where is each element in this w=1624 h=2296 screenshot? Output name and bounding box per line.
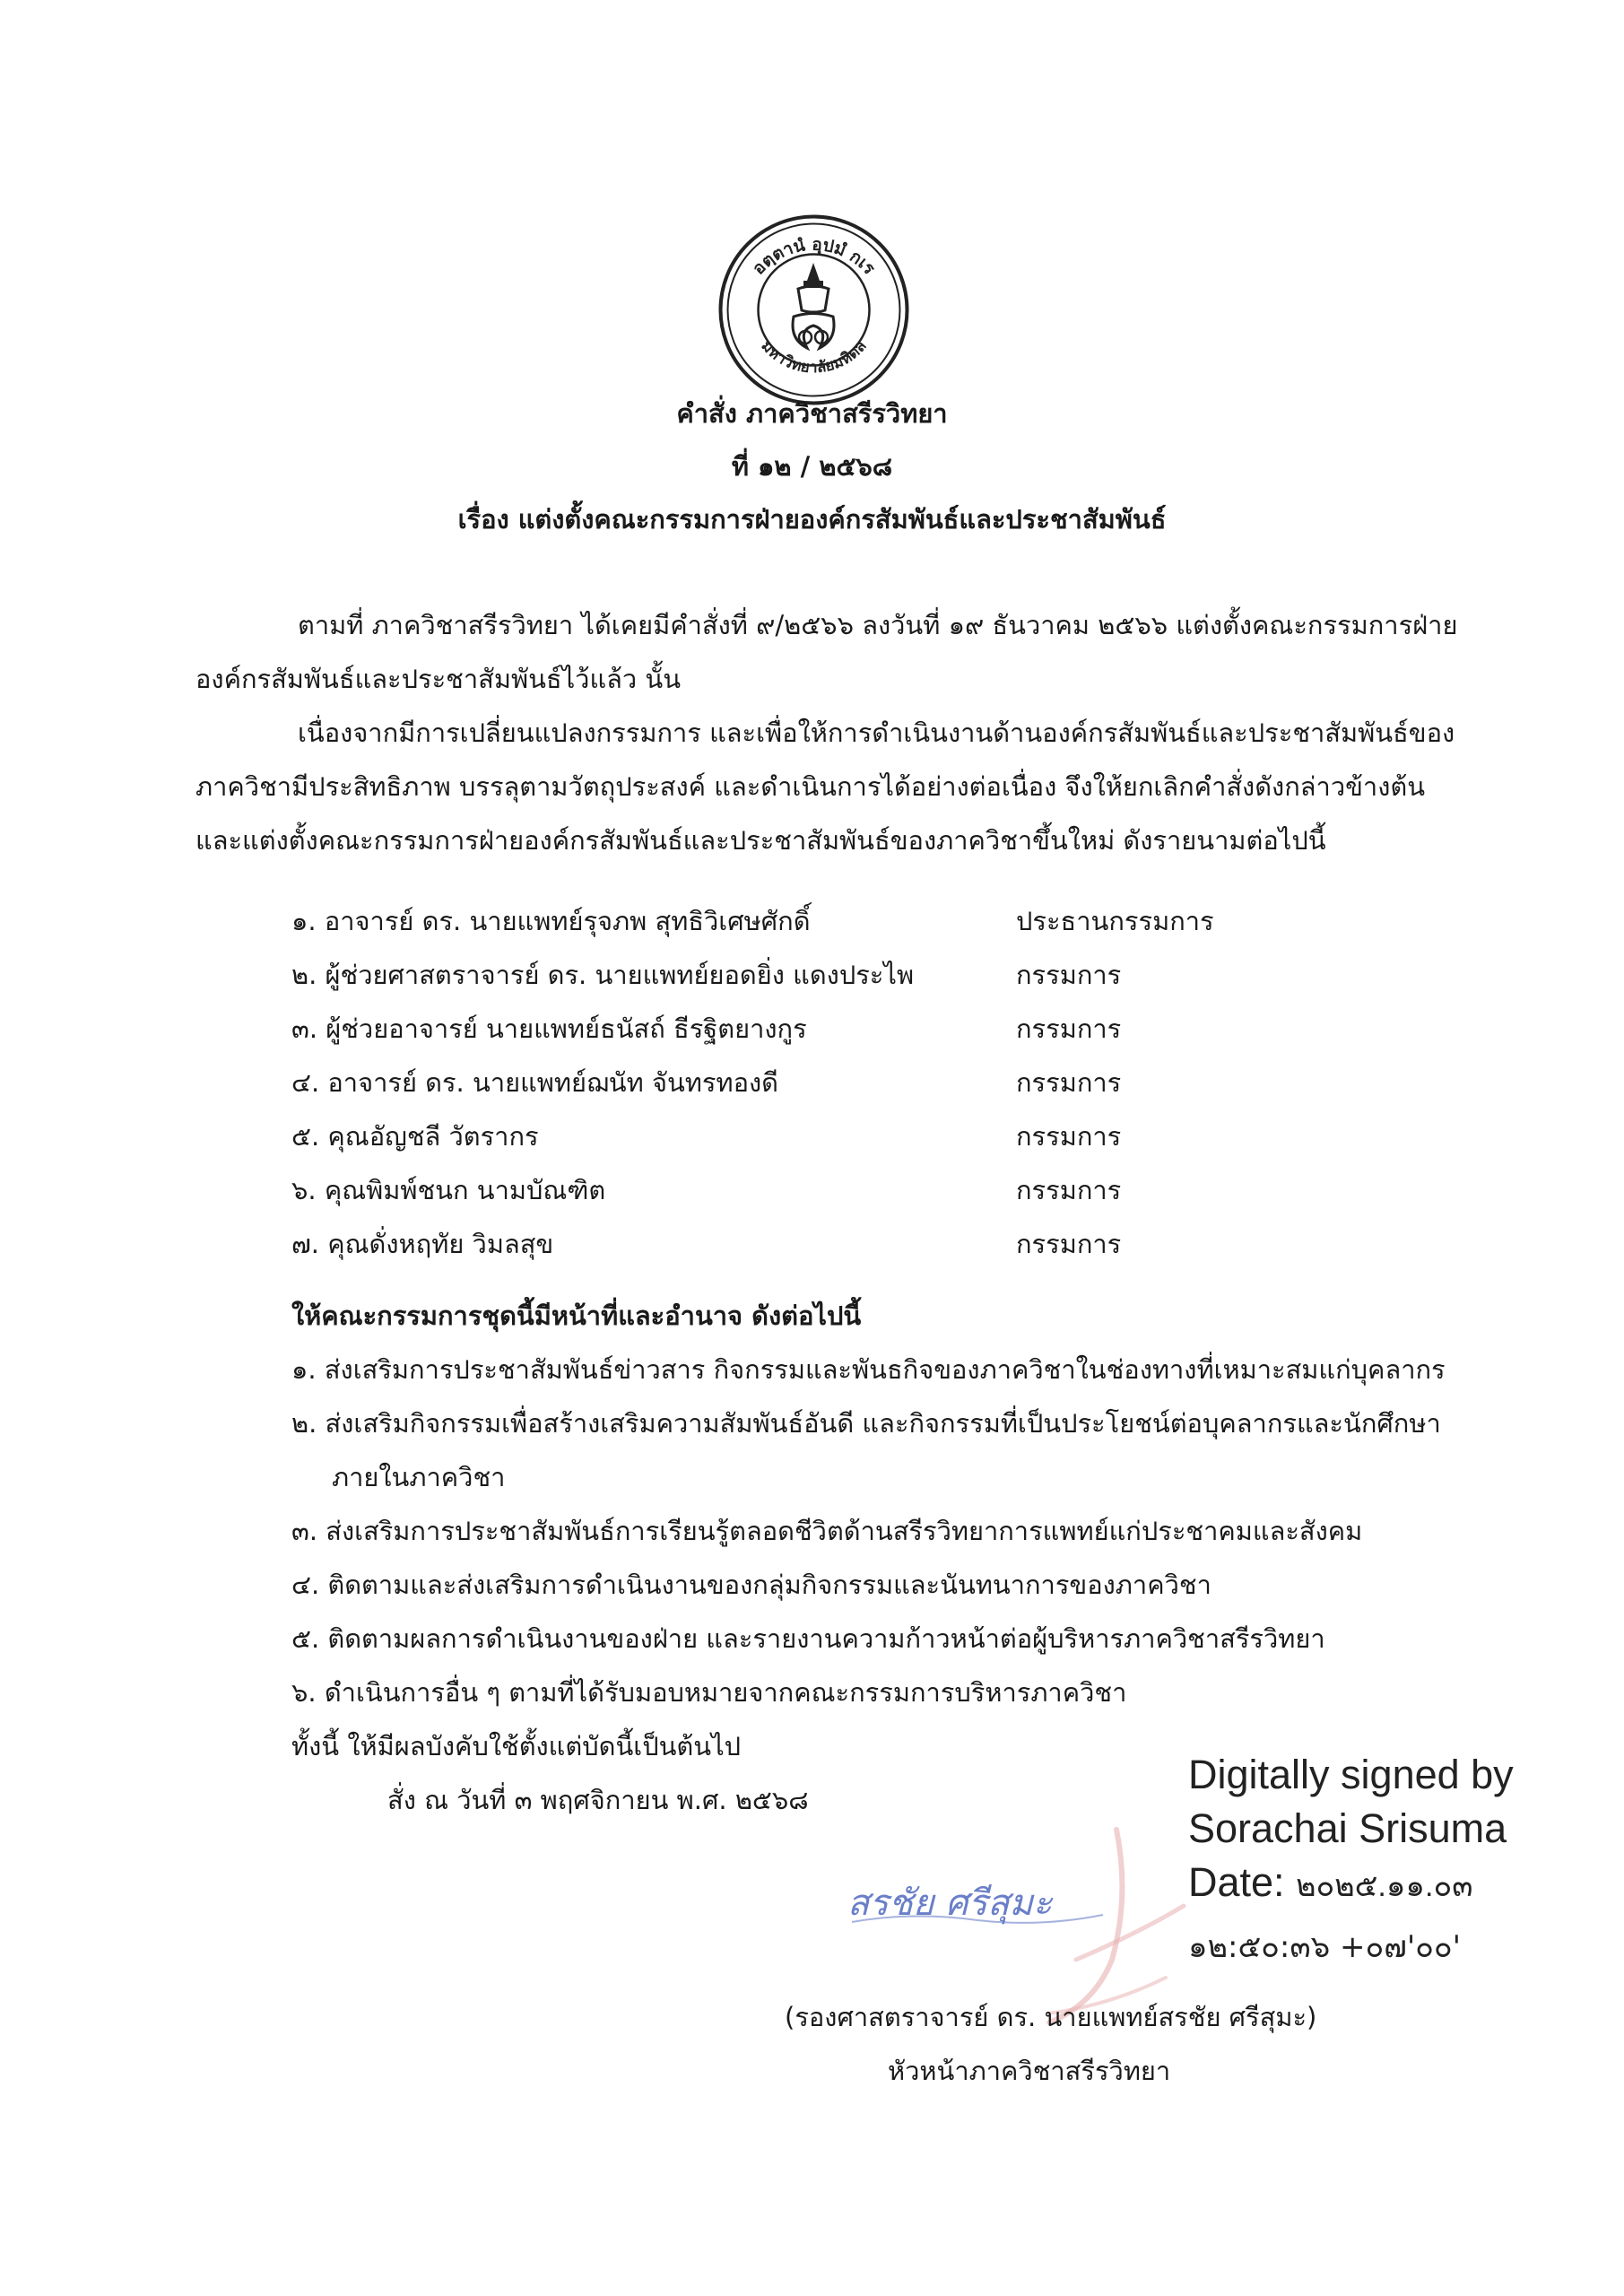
signatory-position: หัวหน้าภาควิชาสรีรวิทยา (888, 2056, 1171, 2086)
order-number: ที่ ๑๒ / ๒๕๖๘ (731, 451, 893, 482)
duty-item: ๓. ส่งเสริมการประชาสัมพันธ์การเรียนรู้ตลอดชีวิตด้านสรีรวิทยาการแพทย์แก่ประชาคมและสังคม (291, 1516, 1363, 1546)
member-role: กรรมการ (1016, 1067, 1122, 1098)
paragraph-1-line-1: ตามที่ ภาควิชาสรีรวิทยา ได้เคยมีคำสั่งที่ ๙/๒๕๖๖ ลงวันที่ ๑๙ ธันวาคม ๒๕๖๖ แต่งตั้งคณะกรรมการฝ่าย (298, 610, 1458, 640)
digital-signature-date-value: ๒๐๒๕.๑๑.๐๓ (1296, 1869, 1473, 1903)
duties-heading: ให้คณะกรรมการชุดนี้มีหน้าที่และอำนาจ ดังต่อไปนี้ (291, 1300, 862, 1331)
member-role: กรรมการ (1016, 1013, 1122, 1044)
member-name: ๕. คุณอัญชลี วัตรากร (291, 1121, 539, 1152)
member-role: กรรมการ (1016, 960, 1122, 990)
member-role: กรรมการ (1016, 1121, 1122, 1152)
member-role: ประธานกรรมการ (1016, 906, 1214, 936)
seal-bottom-text: มหาวิทยาลัยมหิดล (757, 336, 871, 378)
member-name: ๑. อาจารย์ ดร. นายแพทย์รุจภพ สุทธิวิเศษศักดิ์ (291, 906, 811, 936)
paragraph-2-line-3: และแต่งตั้งคณะกรรมการฝ่ายองค์กรสัมพันธ์และประชาสัมพันธ์ของภาควิชาขึ้นใหม่ ดังรายนามต่อไปนี้ (195, 825, 1326, 856)
member-name: ๓. ผู้ช่วยอาจารย์ นายแพทย์ธนัสถ์ ธีรฐิตยางกูร (291, 1013, 807, 1044)
svg-text:มหาวิทยาลัยมหิดล (758, 337, 871, 377)
member-name: ๖. คุณพิมพ์ชนก นามบัณฑิต (291, 1175, 606, 1205)
member-name: ๒. ผู้ช่วยศาสตราจารย์ ดร. นายแพทย์ยอดยิ่ง แดงประไพ (291, 960, 915, 990)
digital-signature-time: ๑๒:๕๐:๓๖ +๐๗'๐๐' (1188, 1929, 1462, 1965)
digital-signature-name: Sorachai Srisuma (1188, 1805, 1507, 1851)
order-subject: เรื่อง แต่งตั้งคณะกรรมการฝ่ายองค์กรสัมพันธ์และประชาสัมพันธ์ (457, 504, 1167, 535)
member-role: กรรมการ (1016, 1175, 1122, 1205)
digital-signature-date-label: Date: (1188, 1859, 1285, 1905)
effective-statement: ทั้งนี้ ให้มีผลบังคับใช้ตั้งแต่บัดนี้เป็นต้นไป (291, 1731, 742, 1761)
duty-item: ๔. ติดตามและส่งเสริมการดำเนินงานของกลุ่มกิจกรรมและนันทนาการของภาควิชา (291, 1570, 1211, 1600)
paragraph-2-line-1: เนื่องจากมีการเปลี่ยนแปลงกรรมการ และเพื่อให้การดำเนินงานด้านองค์กรสัมพันธ์และประชาสัมพันธ์ของ (298, 718, 1455, 748)
paragraph-1-line-2: องค์กรสัมพันธ์และประชาสัมพันธ์ไว้แล้ว นั้น (195, 664, 682, 694)
order-date: สั่ง ณ วันที่ ๓ พฤศจิกายน พ.ศ. ๒๕๖๘ (387, 1785, 809, 1815)
digital-signature-date-row (1188, 1859, 1472, 1909)
order-title: คำสั่ง ภาควิชาสรีรวิทยา (676, 398, 948, 429)
member-name: ๔. อาจารย์ ดร. นายแพทย์ฌนัท จันทรทองดี (291, 1067, 778, 1098)
member-role: กรรมการ (1016, 1229, 1122, 1259)
digital-signature-line-1: Digitally signed by (1188, 1752, 1514, 1797)
paragraph-2-line-2: ภาควิชามีประสิทธิภาพ บรรลุตามวัตถุประสงค์ และดำเนินการได้อย่างต่อเนื่อง จึงให้ยกเลิกคำสั่งดังกล่าวข้างต้น (195, 771, 1426, 802)
duty-item: ๑. ส่งเสริมการประชาสัมพันธ์ข่าวสาร กิจกรรมและพันธกิจของภาควิชาในช่องทางที่เหมาะสมแก่บุคลากร (291, 1354, 1446, 1385)
university-seal-logo (717, 213, 910, 406)
seal-top-text: อตฺตานํ อุปมํ กเร (748, 234, 880, 279)
signatory-name: (รองศาสตราจารย์ ดร. นายแพทย์สรชัย ศรีสุมะ) (785, 2002, 1317, 2032)
duty-item: ๖. ดำเนินการอื่น ๆ ตามที่ได้รับมอบหมายจากคณะกรรมการบริหารภาควิชา (291, 1677, 1127, 1708)
duty-item-continuation: ภายในภาควิชา (332, 1462, 506, 1492)
member-name: ๗. คุณดั่งหฤทัย วิมลสุข (291, 1229, 554, 1259)
duty-item: ๒. ส่งเสริมกิจกรรมเพื่อสร้างเสริมความสัมพันธ์อันดี และกิจกรรมที่เป็นประโยชน์ต่อบุคลากรและนักศึกษา (291, 1408, 1441, 1439)
signature-text: สรชัย ศรีสุมะ (847, 1883, 1053, 1924)
duty-item: ๕. ติดตามผลการดำเนินงานของฝ่าย และรายงานความก้าวหน้าต่อผู้บริหารภาควิชาสรีรวิทยา (291, 1623, 1325, 1654)
